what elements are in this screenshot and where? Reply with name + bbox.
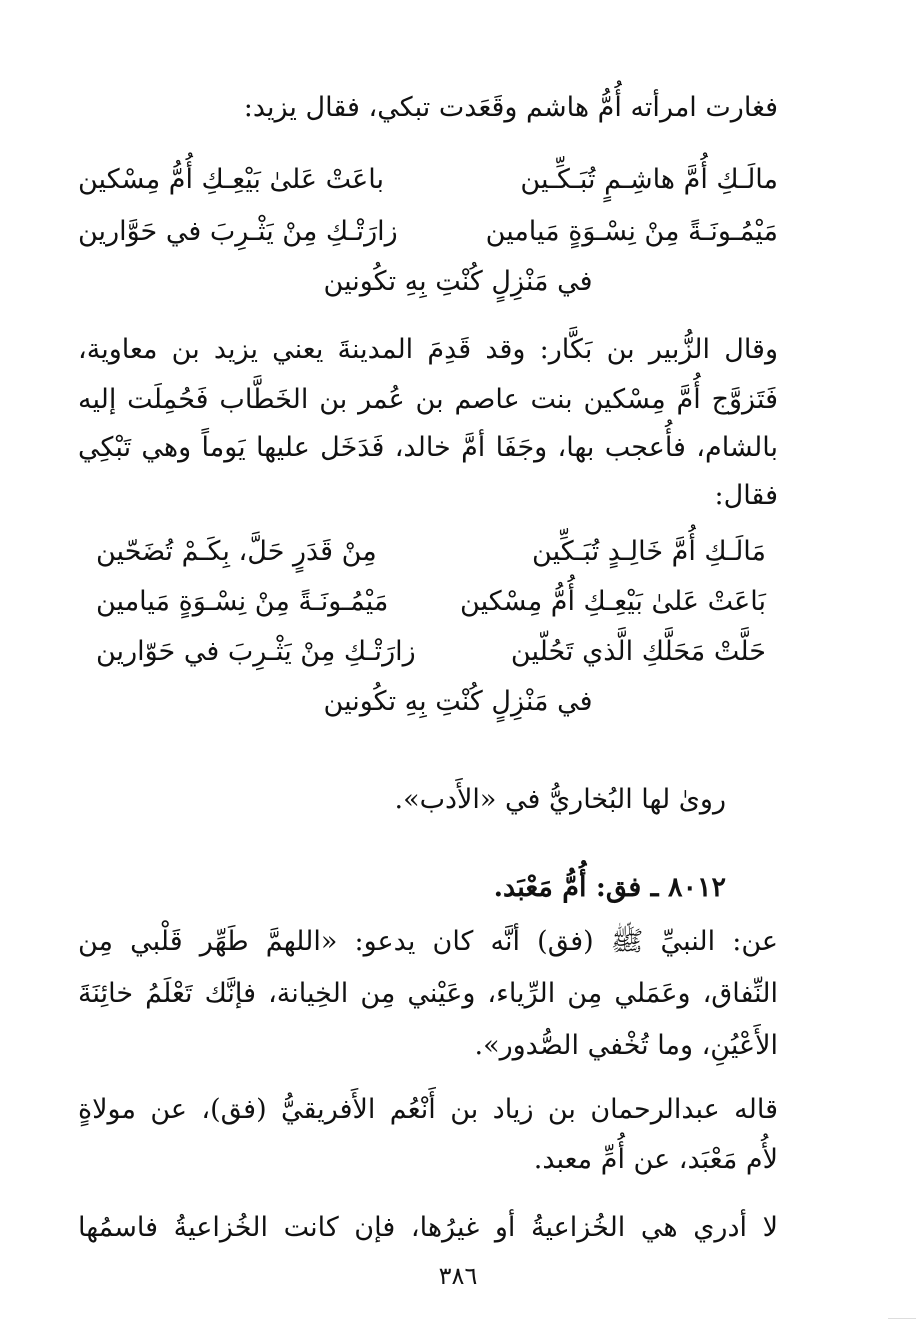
verse-line	[96, 532, 766, 576]
verse-line	[78, 212, 778, 256]
entry-heading: ٨٠١٢ ـ فق: أُمُّ مَعْبَد.	[493, 872, 726, 903]
verse-hemistich: مِنْ قَدَرٍ حَلَّ، بِكَـمْ تُضَحّين	[96, 536, 377, 567]
verse-hemistich: مَيْمُـونَـةً مِنْ نِسْـوَةٍ مَيامين	[96, 586, 389, 617]
verse-hemistich: زارَتْـكِ مِنْ يَثْـرِبَ في حَوّارين	[96, 636, 416, 667]
verse-line	[96, 632, 766, 676]
edge-mark	[888, 1318, 916, 1319]
text-line: فَتَزوَّج أُمَّ مِسْكين بنت عاصم بن عُمر بن الخَطَّاب فَحُمِلَت إليه	[78, 384, 778, 415]
verse-hemistich: بَاعَتْ عَلىٰ بَيْعِـكِ أُمُّ مِسْكين	[460, 586, 766, 617]
text-line: لأُم مَعْبَد، عن أُمِّ معبد.	[533, 1144, 778, 1175]
text-line: الأَعْيُنِ، وما تُخْفي الصُّدور».	[474, 1030, 778, 1061]
text-line: وقال الزُّبير بن بَكَّار: وقد قَدِمَ المدينةَ يعني يزيد بن معاوية،	[78, 334, 778, 365]
verse-hemistich: مَيْمُـونَـةً مِنْ نِسْـوَةٍ مَيامين	[485, 216, 778, 247]
verse-hemistich: حَلَّتْ مَحَلَّكِ الَّذي تَحُلّين	[510, 636, 766, 667]
verse-line: في مَنْزِلٍ كُنْتِ بِهِ تكُونين	[323, 686, 593, 717]
verse-line: في مَنْزِلٍ كُنْتِ بِهِ تكُونين	[323, 266, 593, 297]
text-line: فقال:	[714, 480, 778, 511]
text-line: النِّفاق، وعَمَلي مِن الرِّياء، وعَيْني مِن الخِيانة، فإنَّك تَعْلَمُ خائِنَةَ	[78, 978, 778, 1009]
text-line: بالشام، فأُعجب بها، وجَفَا أمَّ خالد، فَدَخَل عليها يَوماً وهي تَبْكِي	[78, 432, 778, 463]
verse-hemistich: باعَتْ عَلىٰ بَيْعِـكِ أُمُّ مِسْكين	[78, 164, 384, 195]
verse-line	[96, 582, 766, 626]
verse-hemistich: مالَـكِ أُمَّ هاشِـمٍ تُبَـكِّـين	[520, 164, 778, 195]
text-line: قاله عبدالرحمان بن زياد بن أَنْعُم الأَفريقيُّ (فق)، عن مولاةٍ	[78, 1094, 778, 1125]
verse-hemistich: مَالَـكِ أُمَّ خَالِـدٍ تُبَـكِّين	[532, 536, 766, 567]
page-number: ٣٨٦	[438, 1262, 478, 1290]
text-line: لا أدري هي الخُزاعيةُ أو غيرُها، فإن كانت الخُزاعيةُ فاسمُها	[78, 1212, 778, 1243]
text-line: فغارت امرأته أُمُّ هاشم وقَعَدت تبكي، فقال يزيد:	[243, 92, 778, 123]
verse-hemistich: زارَتْـكِ مِنْ يَثْـرِبَ في حَوَّارين	[78, 216, 398, 247]
text-line: عن: النبيِّ ﷺ (فق) أنَّه كان يدعو: «اللهمَّ طَهِّر قَلْبي مِن	[78, 926, 778, 957]
verse-line	[78, 160, 778, 204]
text-line: روىٰ لها البُخاريُّ في «الأَدب».	[394, 784, 726, 815]
